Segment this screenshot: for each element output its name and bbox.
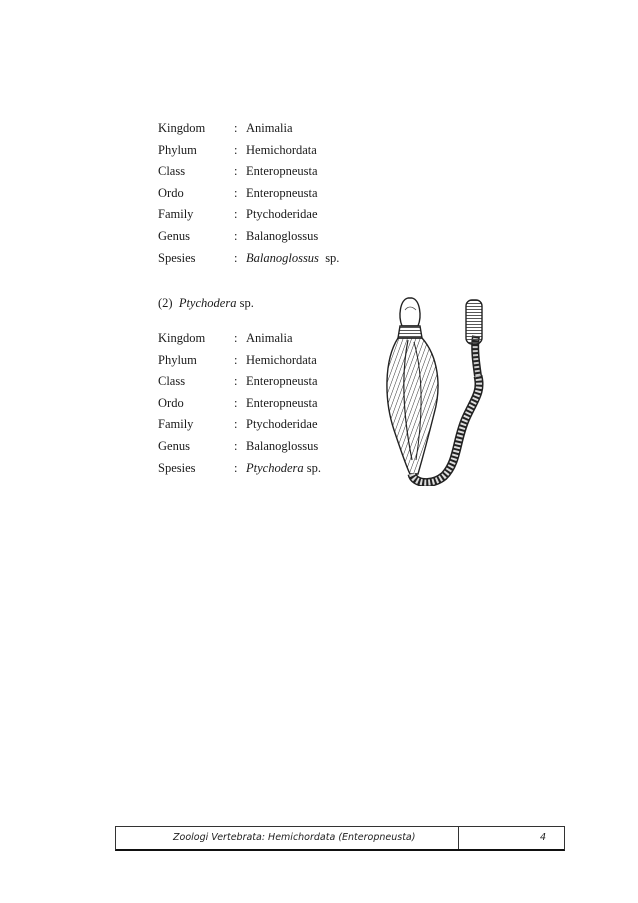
separator: :: [234, 395, 238, 410]
taxon-name: Hemichordata: [246, 352, 317, 367]
rank-label: Kingdom: [158, 331, 206, 345]
species-suffix: sp.: [306, 460, 321, 475]
separator: :: [234, 185, 238, 200]
rank-label: Genus: [158, 228, 190, 243]
classification-row-genus: [158, 226, 339, 248]
species-suffix: sp.: [325, 250, 340, 265]
classification-row-kingdom: [158, 328, 321, 350]
rank-label: Phylum: [158, 142, 197, 157]
ptychodera-heading: [158, 296, 254, 311]
rank-label: Class: [158, 374, 186, 389]
classification-row-class: [158, 161, 339, 183]
rank-label: Spesies: [158, 460, 196, 475]
rank-label: Phylum: [158, 352, 197, 367]
rank-label: Genus: [158, 438, 190, 453]
taxon-name: Animalia: [246, 331, 293, 345]
footer-title: Zoologi Vertebrata: Hemichordata (Enteropneusta): [116, 827, 459, 849]
classification-row-kingdom: [158, 118, 339, 140]
rank-label: Family: [158, 417, 194, 432]
rank-label: Kingdom: [158, 121, 206, 135]
rank-label: Class: [158, 164, 186, 179]
heading-genus: Ptychodera: [178, 296, 237, 310]
separator: :: [234, 352, 238, 367]
taxon-name: Enteropneusta: [246, 374, 318, 389]
rank-label: Ordo: [158, 185, 184, 200]
separator: :: [234, 121, 238, 135]
classification-row-spesies: [158, 458, 321, 480]
separator: :: [234, 460, 238, 475]
classification-row-family: [158, 204, 339, 226]
taxon-name: Ptychoderidae: [246, 417, 318, 432]
taxon-name: Animalia: [246, 121, 293, 135]
classification-row-ordo: [158, 393, 321, 415]
separator: :: [234, 142, 238, 157]
acorn-worm-illustration-icon: [378, 290, 510, 491]
heading-suffix: sp.: [239, 296, 254, 310]
heading-number: (2): [158, 296, 173, 310]
separator: :: [234, 438, 238, 453]
separator: :: [234, 228, 238, 243]
rank-label: Spesies: [158, 250, 196, 265]
species-name: [246, 248, 339, 270]
separator: :: [234, 207, 238, 222]
classification-row-phylum: [158, 350, 321, 372]
separator: :: [234, 417, 238, 432]
classification-row-spesies: [158, 248, 339, 270]
separator: :: [234, 374, 238, 389]
page-footer: [115, 826, 565, 851]
taxon-name: Balanoglossus: [246, 438, 319, 453]
separator: :: [234, 250, 238, 265]
taxon-name: Enteropneusta: [246, 395, 318, 410]
separator: :: [234, 164, 238, 179]
classification-row-family: [158, 414, 321, 436]
classification-row-genus: [158, 436, 321, 458]
ptychodera-classification: [158, 328, 321, 479]
taxon-name: Hemichordata: [246, 142, 317, 157]
separator: :: [234, 331, 238, 345]
rank-label: Ordo: [158, 395, 184, 410]
taxon-name: Ptychoderidae: [246, 207, 318, 222]
species-genus: Ptychodera: [246, 460, 304, 475]
balanoglossus-classification: [158, 118, 339, 269]
page-number: 4: [539, 832, 546, 843]
classification-row-ordo: [158, 183, 339, 205]
species-genus: Balanoglossus: [246, 250, 319, 265]
taxon-name: Balanoglossus: [246, 228, 319, 243]
species-name: [246, 458, 321, 480]
taxon-name: Enteropneusta: [246, 185, 318, 200]
taxon-name: Enteropneusta: [246, 164, 318, 179]
rank-label: Family: [158, 207, 194, 222]
classification-row-phylum: [158, 140, 339, 162]
classification-row-class: [158, 371, 321, 393]
